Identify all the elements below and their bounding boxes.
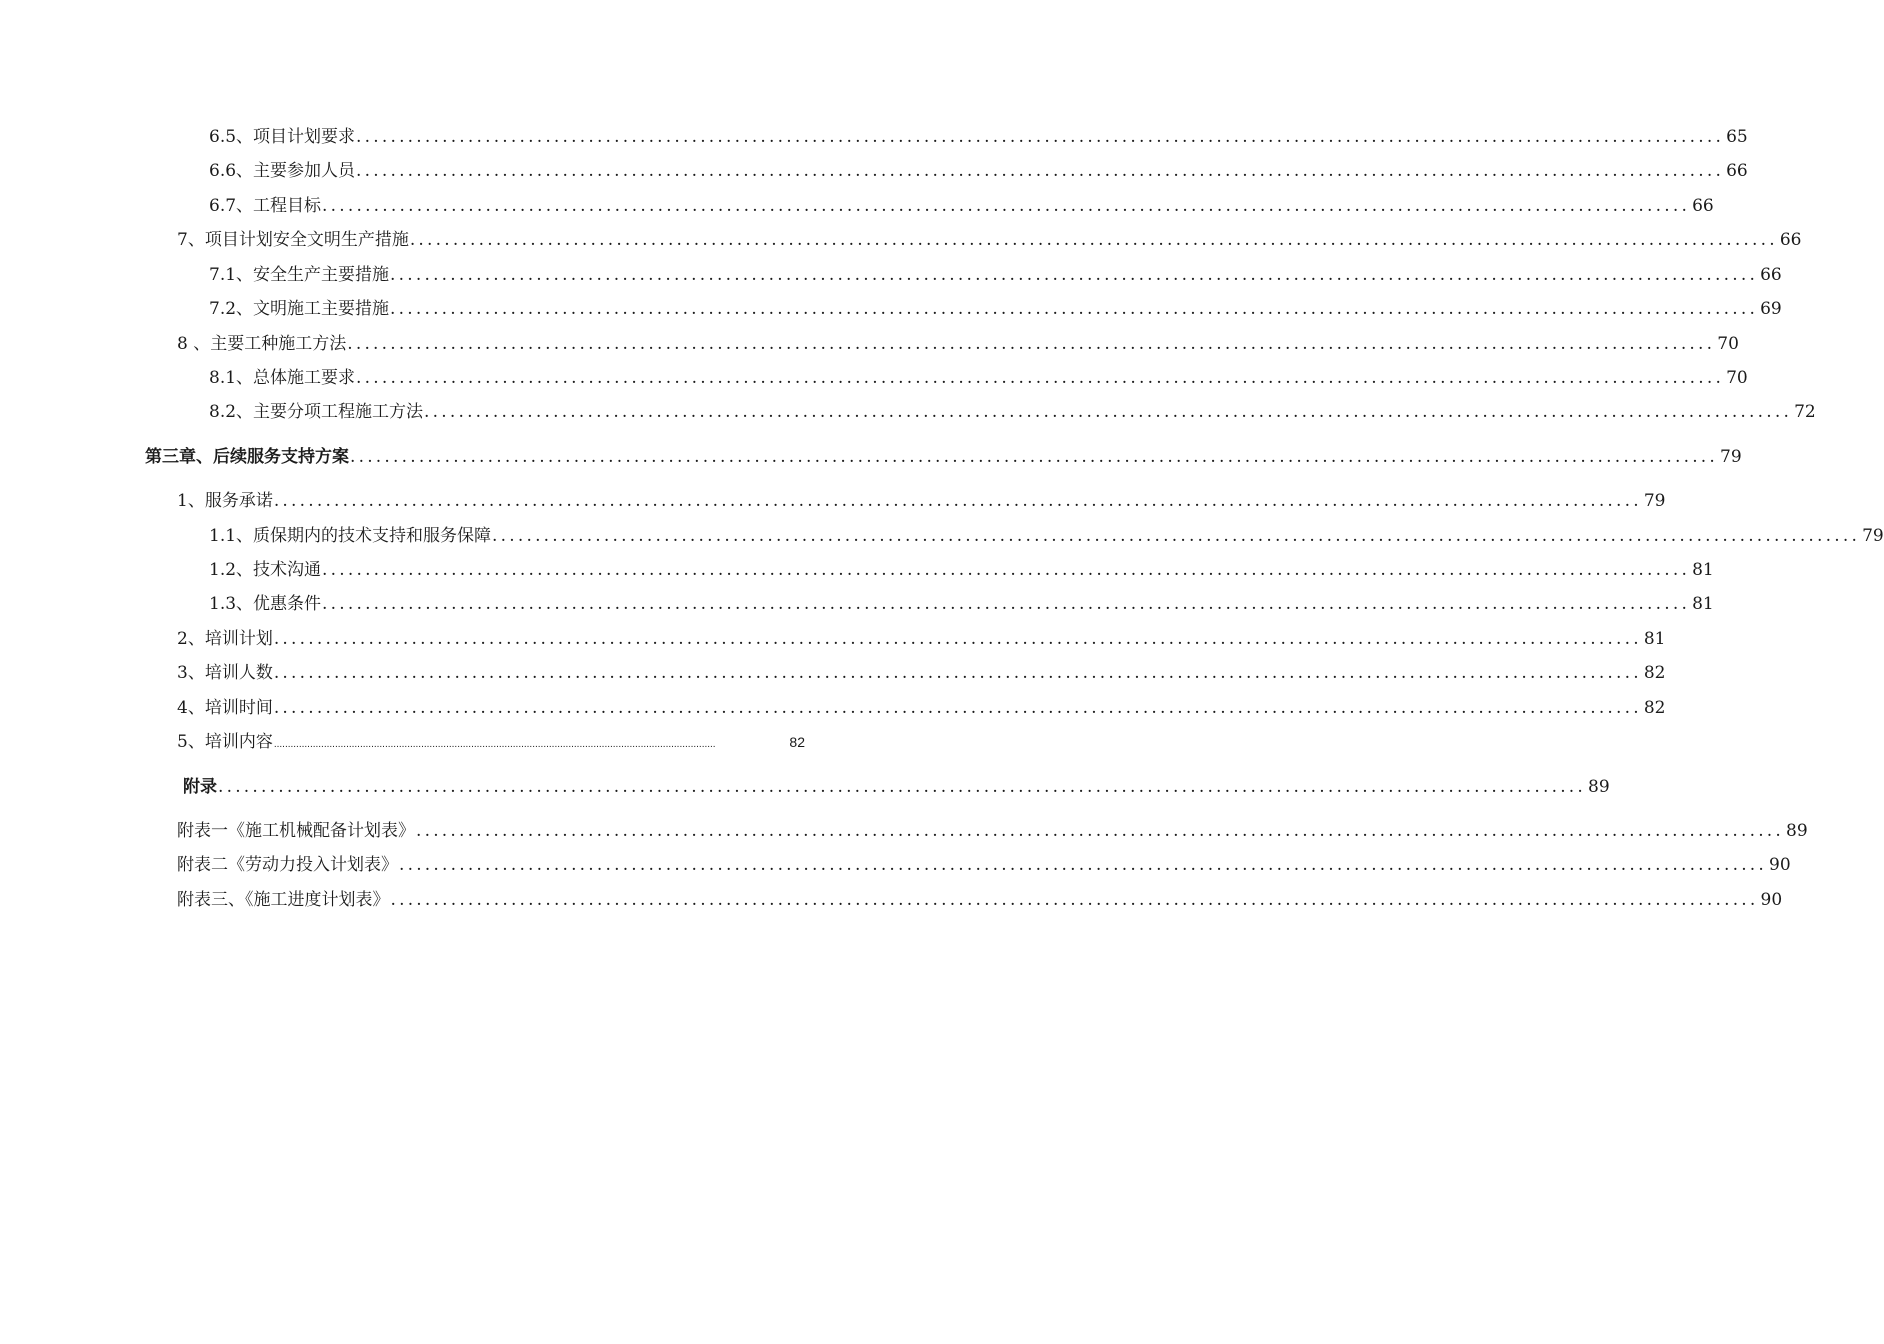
toc-leader-dots: ............................................................................................................................................................... [273, 491, 1642, 511]
toc-leader-dots: ............................................................................................................................................................... [416, 821, 1785, 841]
toc-entry-training-time[interactable] [177, 696, 1666, 720]
toc-leader-dots: ............................................................................................................................................................... [273, 629, 1642, 649]
toc-entry-label: 2、培训计划 [177, 629, 273, 649]
toc-page-number: 82 [1643, 698, 1666, 718]
toc-leader-dots: ............................................................................................................................................................... [322, 560, 1691, 580]
toc-entry-label: 第三章、后续服务支持方案 [145, 447, 349, 467]
toc-leader-dots: ............................................................................................................................................................... [424, 402, 1793, 422]
toc-leader-dots: ............................................................................................................................................................... [390, 890, 1759, 910]
toc-entry-label: 7.2、文明施工主要措施 [209, 299, 390, 319]
toc-entry-8-2[interactable] [209, 400, 1816, 424]
toc-page-number: 82 [789, 734, 805, 750]
toc-entry-label: 1.3、优惠条件 [209, 594, 322, 614]
toc-page-number: 65 [1726, 127, 1748, 147]
toc-entry-label: 附表一《施工机械配备计划表》 [177, 821, 415, 841]
toc-leader-dots: ............................................................................................................................................................... [409, 230, 1778, 250]
toc-entry-label: 8 、主要工种施工方法 [177, 334, 347, 354]
toc-entry-8-1[interactable] [209, 366, 1748, 390]
toc-leader-dots: ............................................................................................................................................................... [273, 663, 1642, 683]
toc-page-number: 66 [1726, 161, 1748, 181]
toc-leader-dots: ............................................................................................................................................................... [218, 777, 1587, 797]
toc-entry-appendix-table-1[interactable] [177, 819, 1808, 843]
toc-page-number: 70 [1726, 368, 1748, 388]
toc-entry-label: 附录 [183, 777, 217, 797]
toc-entry-label: 8.1、总体施工要求 [209, 368, 356, 388]
toc-entry-label: 1、服务承诺 [177, 491, 273, 511]
toc-leader-dots: ............................................................................................................................................................... [350, 447, 1719, 467]
toc-entry-6-7[interactable] [209, 194, 1714, 218]
toc-leader-dots: ............................................................................................................................................................... [273, 698, 1642, 718]
toc-page-number: 66 [1779, 230, 1802, 250]
toc-leader-dots: ............................................................................................................................................................... [492, 526, 1861, 546]
toc-leader-dots: ............................................................................................................................................................... [322, 594, 1691, 614]
toc-entry-6-5[interactable] [209, 125, 1748, 149]
toc-entry-label: 6.5、项目计划要求 [209, 127, 356, 147]
toc-entry-7-1[interactable] [209, 263, 1782, 287]
toc-page-number: 72 [1794, 402, 1816, 422]
toc-leader-dots: ............................................................................................................................................................... [356, 161, 1725, 181]
toc-page-number: 90 [1769, 855, 1791, 875]
toc-entry-label: 6.7、工程目标 [209, 196, 322, 216]
toc-entry-label: 4、培训时间 [177, 698, 273, 718]
toc-entry-appendix-table-3[interactable] [177, 888, 1783, 912]
toc-leader-dots: ............................................................................................................................................................... [322, 196, 1691, 216]
toc-page-number: 70 [1717, 334, 1739, 354]
toc-entry-service-1-1[interactable] [209, 524, 1884, 548]
toc-entry-label: 附表三、《施工进度计划表》 [177, 890, 390, 910]
toc-entry-appendix-table-2[interactable] [177, 853, 1791, 877]
toc-entry-6-6[interactable] [209, 159, 1748, 183]
toc-entry-training-content[interactable] [177, 730, 805, 754]
toc-entry-label: 6.6、主要参加人员 [209, 161, 356, 181]
toc-entry-7-2[interactable] [209, 297, 1782, 321]
toc-entry-chapter-3[interactable] [145, 445, 1742, 469]
toc-entry-service-1[interactable] [177, 489, 1666, 513]
toc-entry-label: 8.2、主要分项工程施工方法 [209, 402, 424, 422]
toc-entry-appendix[interactable] [183, 775, 1610, 799]
toc-page-number: 90 [1760, 890, 1783, 910]
toc-page-number: 79 [1643, 491, 1666, 511]
toc-entry-label: 附表二《劳动力投入计划表》 [177, 855, 398, 875]
toc-page-number: 89 [1786, 821, 1808, 841]
toc-page-number: 89 [1588, 777, 1610, 797]
toc-entry-label: 1.1、质保期内的技术支持和服务保障 [209, 526, 492, 546]
toc-page-number: 79 [1720, 447, 1742, 467]
toc-leader-dots: ............................................................................................................................................................... [347, 334, 1716, 354]
toc-entry-label: 7.1、安全生产主要措施 [209, 265, 390, 285]
toc-leader-dots: ............................................................................................................................................................... [390, 299, 1759, 319]
toc-page-number: 81 [1643, 629, 1666, 649]
toc-entry-label: 1.2、技术沟通 [209, 560, 322, 580]
toc-entry-training-plan[interactable] [177, 627, 1666, 651]
toc-entry-service-1-2[interactable] [209, 558, 1714, 582]
toc-entry-label: 7、项目计划安全文明生产措施 [177, 230, 409, 250]
toc-leader-dots: ............................................................................................................................................................... [399, 855, 1768, 875]
toc-entry-8[interactable] [177, 332, 1739, 356]
toc-entry-training-count[interactable] [177, 661, 1666, 685]
toc-entry-label: 3、培训人数 [177, 663, 273, 683]
toc-leader-dots: ............................................................................................................................................................... [273, 739, 716, 750]
toc-leader-dots: ............................................................................................................................................................... [390, 265, 1759, 285]
toc-leader-dots: ............................................................................................................................................................... [356, 127, 1725, 147]
toc-entry-service-1-3[interactable] [209, 592, 1714, 616]
toc-page-number: 81 [1692, 560, 1714, 580]
toc-page-number: 69 [1760, 299, 1782, 319]
toc-page-number: 81 [1692, 594, 1714, 614]
toc-entry-7[interactable] [177, 228, 1802, 252]
toc-page-number: 66 [1692, 196, 1714, 216]
toc-leader-dots: ............................................................................................................................................................... [356, 368, 1725, 388]
toc-page-number: 79 [1862, 526, 1884, 546]
toc-entry-label: 5、培训内容 [177, 732, 273, 752]
toc-page-number: 82 [1643, 663, 1666, 683]
toc-page-number: 66 [1760, 265, 1782, 285]
